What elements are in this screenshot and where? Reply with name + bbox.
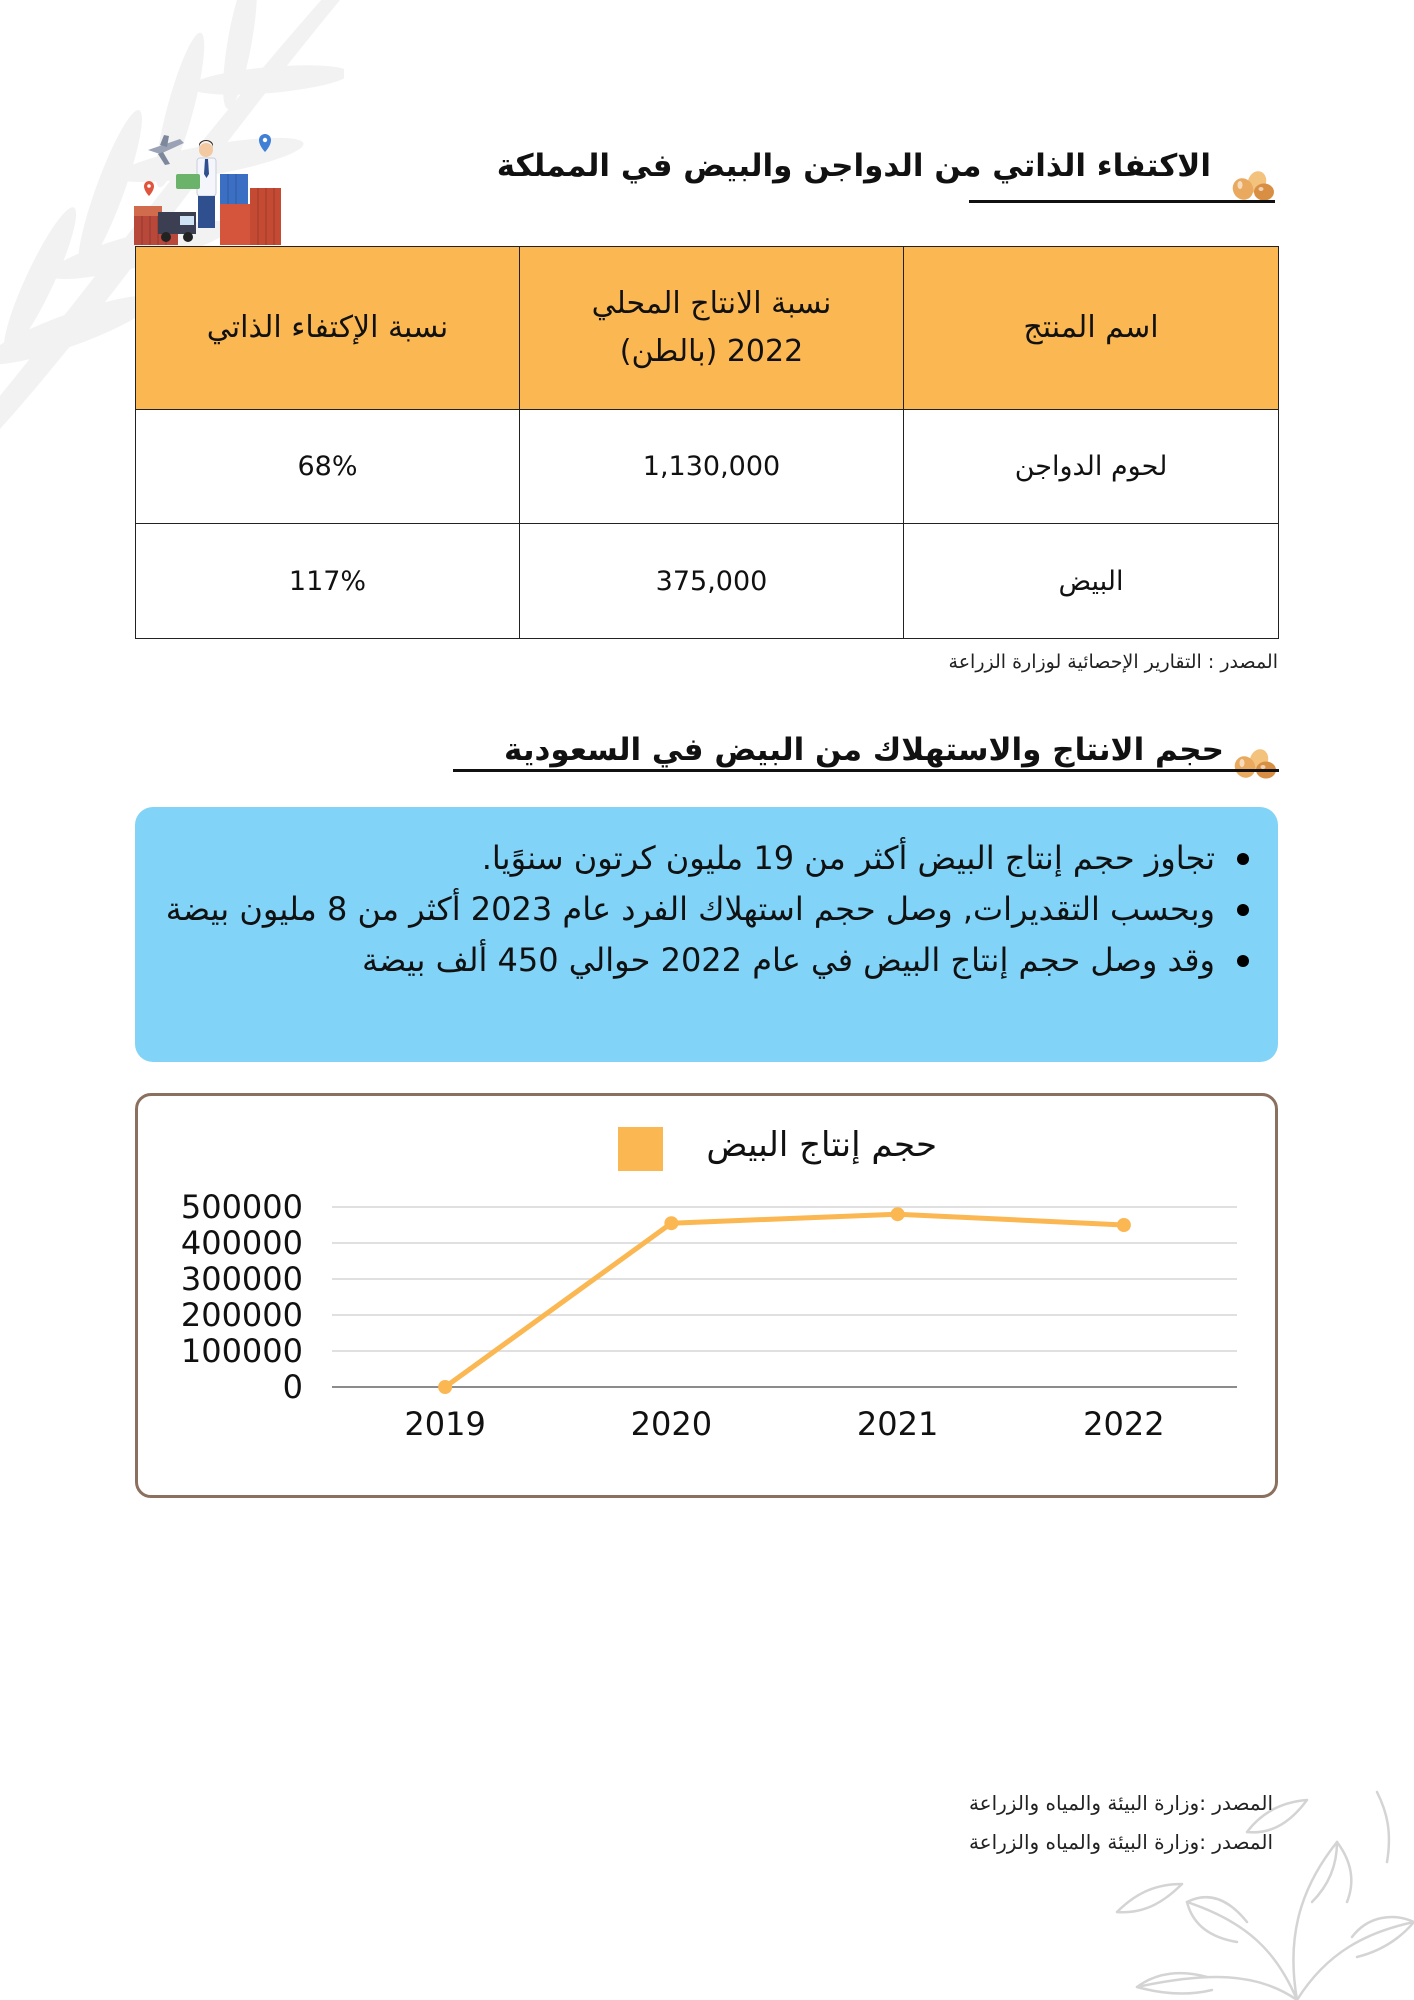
legend-swatch bbox=[618, 1127, 663, 1171]
cell-self-sufficiency: 68% bbox=[136, 410, 520, 524]
data-point-2022 bbox=[1117, 1218, 1131, 1232]
y-tick-label: 500000 bbox=[180, 1188, 303, 1226]
section-title-self-sufficiency: الاكتفاء الذاتي من الدواجن والبيض في المملكة bbox=[496, 148, 1211, 184]
bullet-dot bbox=[1237, 955, 1249, 967]
header-local-production-line2: 2022 (بالطن) bbox=[619, 334, 804, 369]
data-point-2020 bbox=[664, 1216, 678, 1230]
list-item bbox=[139, 833, 1249, 884]
table-row bbox=[136, 524, 1279, 639]
footer-source-note: المصدر :وزارة البيئة والمياه والزراعة bbox=[968, 1791, 1273, 1815]
section-title-production-consumption: حجم الانتاج والاستهلاك من البيض في السعودية bbox=[504, 732, 1224, 768]
eggs-icon bbox=[1230, 168, 1276, 202]
y-tick-label: 200000 bbox=[180, 1296, 303, 1334]
x-tick-label: 2019 bbox=[404, 1405, 486, 1443]
y-tick-label: 400000 bbox=[180, 1224, 303, 1262]
map-pin-icon bbox=[144, 181, 154, 196]
bullet-dot bbox=[1237, 853, 1249, 865]
list-item bbox=[139, 935, 1249, 986]
logistics-illustration bbox=[134, 134, 281, 245]
footer-source-note: المصدر :وزارة البيئة والمياه والزراعة bbox=[968, 1830, 1273, 1854]
bullet-dot bbox=[1237, 904, 1249, 916]
table-source-note: المصدر : التقارير الإحصائية لوزارة الزراعة bbox=[948, 651, 1278, 673]
data-point-2021 bbox=[891, 1207, 905, 1221]
egg-facts-list bbox=[139, 833, 1249, 986]
egg-production-chart bbox=[135, 1093, 1278, 1498]
list-item-text: تجاوز حجم إنتاج البيض أكثر من 19 مليون كرتون سنوًيا. bbox=[481, 839, 1215, 877]
header-local-production-line1: نسبة الانتاج المحلي bbox=[591, 286, 832, 321]
header-self-sufficiency: نسبة الإكتفاء الذاتي bbox=[136, 247, 520, 410]
header-product: اسم المنتج bbox=[904, 247, 1279, 410]
table-row bbox=[136, 410, 1279, 524]
header-local-production bbox=[520, 247, 904, 410]
y-tick-label: 300000 bbox=[180, 1260, 303, 1298]
series-line bbox=[445, 1214, 1124, 1387]
x-tick-label: 2020 bbox=[630, 1405, 713, 1443]
egg-facts-box bbox=[135, 807, 1278, 1062]
airplane-icon bbox=[148, 135, 184, 165]
map-pin-icon bbox=[259, 134, 271, 152]
cell-production: 1,130,000 bbox=[520, 410, 904, 524]
list-item-text: وقد وصل حجم إنتاج البيض في عام 2022 حوالي 450 ألف بيضة bbox=[361, 941, 1215, 979]
cell-product: لحوم الدواجن bbox=[904, 410, 1279, 524]
y-tick-label: 100000 bbox=[180, 1332, 303, 1370]
cell-self-sufficiency: 117% bbox=[136, 524, 520, 639]
y-tick-label: 0 bbox=[282, 1368, 303, 1406]
legend-label: حجم إنتاج البيض bbox=[706, 1125, 937, 1165]
list-item bbox=[139, 884, 1249, 935]
table-header-row bbox=[136, 247, 1279, 410]
list-item-text: وبحسب التقديرات, وصل حجم استهلاك الفرد عام 2023 أكثر من 8 مليون بيضة bbox=[165, 890, 1215, 928]
eggs-icon bbox=[1231, 746, 1279, 780]
cell-production: 375,000 bbox=[520, 524, 904, 639]
self-sufficiency-table bbox=[135, 246, 1279, 639]
x-tick-label: 2021 bbox=[856, 1405, 939, 1443]
x-tick-label: 2022 bbox=[1083, 1405, 1165, 1443]
title-underline bbox=[453, 769, 1279, 772]
data-point-2019 bbox=[438, 1380, 452, 1394]
title-underline bbox=[969, 200, 1275, 203]
cell-product: البيض bbox=[904, 524, 1279, 639]
